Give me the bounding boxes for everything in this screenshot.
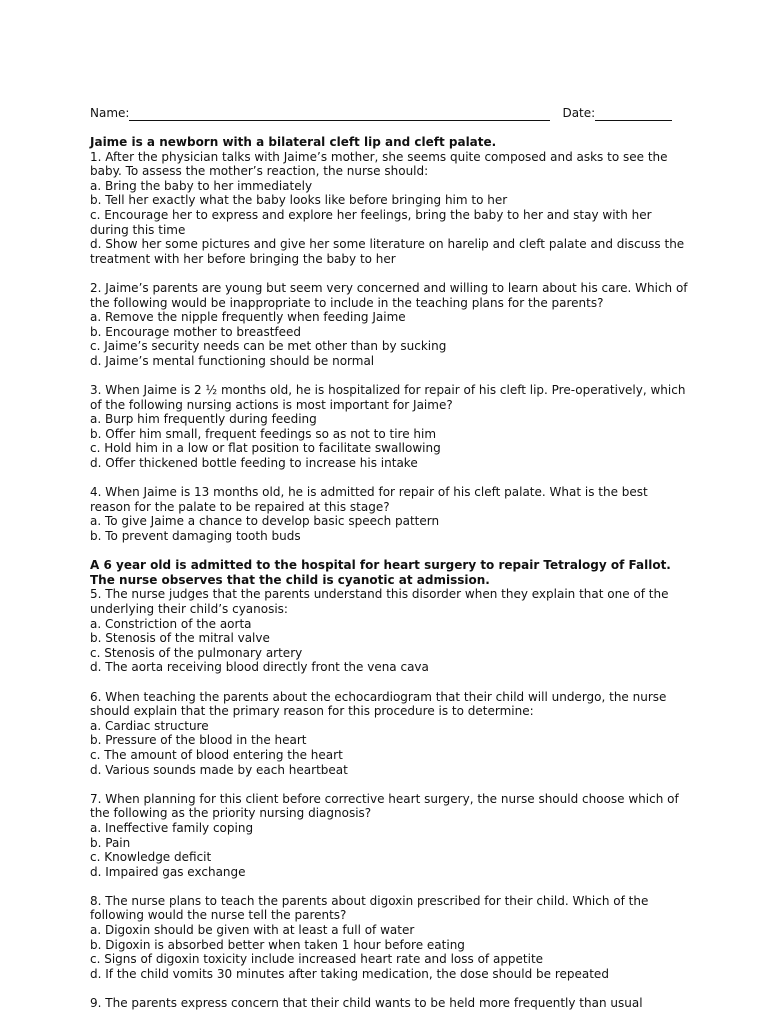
question-stem: 6. When teaching the parents about the echocardiogram that their child will undergo, the nurse should explain that the primary reason for this procedure is to determine: xyxy=(90,689,667,719)
option-d: d. Various sounds made by each heartbeat xyxy=(90,762,348,777)
option-b: b. Offer him small, frequent feedings so as not to tire him xyxy=(90,426,437,441)
option-a: a. Ineffective family coping xyxy=(90,820,254,835)
question-1 xyxy=(90,150,690,267)
option-c: c. Signs of digoxin toxicity include increased heart rate and loss of appetite xyxy=(90,952,544,967)
name-field[interactable] xyxy=(129,107,550,121)
option-a: a. To give Jaime a chance to develop basic speech pattern xyxy=(90,514,440,529)
question-4 xyxy=(90,485,690,543)
option-a: a. Burp him frequently during feeding xyxy=(90,412,317,427)
question-6 xyxy=(90,690,690,778)
spacer xyxy=(90,471,690,486)
section-heading: Jaime is a newborn with a bilateral cleft lip and cleft palate. xyxy=(90,135,497,149)
question-stem: 7. When planning for this client before corrective heart surgery, the nurse should choose which of the following as the priority nursing diagnosis? xyxy=(90,791,679,821)
question-stem: 8. The nurse plans to teach the parents about digoxin prescribed for their child. Which of the following would the nurse tell the parents? xyxy=(90,893,649,923)
option-c: c. Stenosis of the pulmonary artery xyxy=(90,645,303,660)
option-d: d. The aorta receiving blood directly front the vena cava xyxy=(90,660,429,675)
spacer xyxy=(90,879,690,894)
option-d: d. If the child vomits 30 minutes after taking medication, the dose should be repeated xyxy=(90,966,609,981)
option-c: c. Knowledge deficit xyxy=(90,850,212,865)
option-b: b. Digoxin is absorbed better when taken 1 hour before eating xyxy=(90,937,465,952)
option-c: c. The amount of blood entering the heart xyxy=(90,747,343,762)
option-a: a. Remove the nipple frequently when feeding Jaime xyxy=(90,310,406,325)
question-stem: 9. The parents express concern that their child wants to be held more frequently than usual xyxy=(90,996,643,1011)
question-stem: 4. When Jaime is 13 months old, he is admitted for repair of his cleft palate. What is the best reason for the palate to be repaired at this stage? xyxy=(90,485,648,514)
date-field[interactable] xyxy=(595,107,672,121)
question-stem: 5. The nurse judges that the parents understand this disorder when they explain that one of the underlying their child’s cyanosis: xyxy=(90,587,669,616)
option-b: b. Pressure of the blood in the heart xyxy=(90,733,307,748)
option-d: d. Show her some pictures and give her some literature on harelip and cleft palate and discuss the treatment with her before bringing the baby to her xyxy=(90,237,685,266)
option-a: a. Digoxin should be given with at least a full of water xyxy=(90,923,415,938)
option-c: c. Encourage her to express and explore her feelings, bring the baby to her and stay with her during this time xyxy=(90,207,652,237)
spacer xyxy=(90,369,690,384)
option-a: a. Bring the baby to her immediately xyxy=(90,178,313,193)
option-c: c. Jaime’s security needs can be met other than by sucking xyxy=(90,339,447,354)
option-c: c. Hold him in a low or flat position to facilitate swallowing xyxy=(90,441,441,456)
question-stem: 1. After the physician talks with Jaime’s mother, she seems quite composed and asks to see the baby. To assess the mother’s reaction, the nurse should: xyxy=(90,149,668,179)
option-b: b. Stenosis of the mitral valve xyxy=(90,631,270,646)
header-line xyxy=(90,105,690,121)
question-5 xyxy=(90,587,690,675)
spacer xyxy=(90,675,690,690)
option-b: b. Encourage mother to breastfeed xyxy=(90,324,302,339)
question-7 xyxy=(90,792,690,880)
question-8 xyxy=(90,894,690,982)
spacer xyxy=(90,981,690,996)
option-a: a. Cardiac structure xyxy=(90,718,209,733)
option-d: d. Jaime’s mental functioning should be normal xyxy=(90,353,375,368)
question-stem: 3. When Jaime is 2 ½ months old, he is hospitalized for repair of his cleft lip. Pre-operatively, which of the following nursing actions is most important for Jaime? xyxy=(90,383,686,412)
option-b: b. To prevent damaging tooth buds xyxy=(90,529,301,544)
option-b: b. Tell her exactly what the baby looks like before bringing him to her xyxy=(90,193,508,208)
question-stem: 2. Jaime’s parents are young but seem very concerned and willing to learn about his care. Which of the following would be inappropriate to include in the teaching plans for the parents? xyxy=(90,280,688,310)
option-d: d. Impaired gas exchange xyxy=(90,864,246,879)
question-9 xyxy=(90,996,690,1011)
option-d: d. Offer thickened bottle feeding to increase his intake xyxy=(90,456,418,471)
section-heading: A 6 year old is admitted to the hospital for heart surgery to repair Tetralogy of Fallot. The nurse observes that the child is cyanotic at admission. xyxy=(90,558,671,587)
section-tetralogy-of-fallot xyxy=(90,558,690,1010)
question-2 xyxy=(90,281,690,369)
document-page xyxy=(90,105,690,1011)
spacer xyxy=(90,777,690,792)
section-cleft-lip xyxy=(90,135,690,558)
option-b: b. Pain xyxy=(90,835,131,850)
date-label: Date: xyxy=(562,106,596,121)
spacer xyxy=(90,544,690,559)
spacer xyxy=(90,266,690,281)
name-label: Name: xyxy=(90,106,130,121)
option-a: a. Constriction of the aorta xyxy=(90,616,252,631)
question-3 xyxy=(90,383,690,471)
